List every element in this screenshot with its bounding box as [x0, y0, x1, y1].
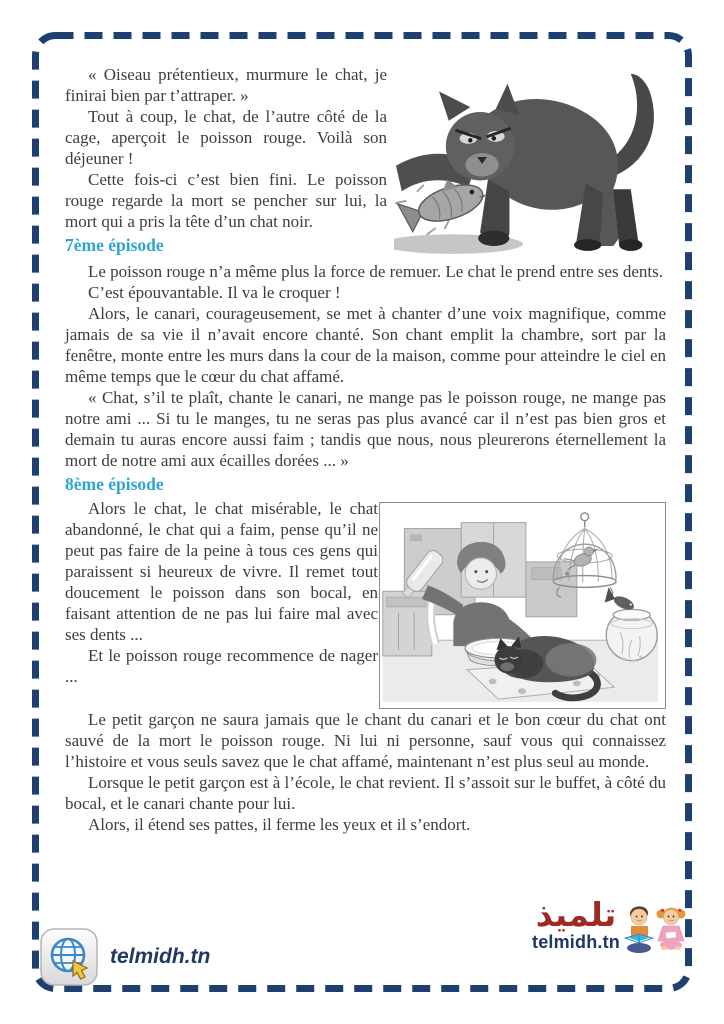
globe-cursor-icon — [40, 928, 98, 986]
paragraph-ep8-4: Lorsque le petit garçon est à l’école, le chat revient. Il s’assoit sur le buffet, à côté du bocal, et le canari chante pour lui. — [65, 773, 666, 813]
paragraph-intro-2: Tout à coup, le chat, de l’autre côté de la cage, aperçoit le poisson rouge. Voilà son déjeuner ! — [65, 107, 387, 168]
top-row — [65, 64, 666, 261]
paragraph-ep8-2: Et le poisson rouge recommence de nager ... — [65, 646, 378, 686]
episode-8-heading: 8ème épisode — [65, 474, 164, 494]
children-reading-icon — [624, 900, 690, 960]
brand-arabic-name: تلميذ — [535, 895, 617, 934]
ending-text — [65, 709, 666, 835]
episode-8-text-column — [65, 498, 378, 709]
paragraph-ep8-3: Le petit garçon ne saura jamais que le chant du canari et le bon cœur du chat ont sauvé de la mort le poisson rouge. Ni lui ni personne, sauf vous qui connaissez l’histoire et vous seuls savez que le chat affamé, maintenant n’est plus seul au monde. — [65, 710, 666, 771]
cat-fish-drawing — [394, 56, 666, 256]
site-url-right: telmidh.tn — [532, 932, 620, 952]
paragraph-intro-1: « Oiseau prétentieux, murmure le chat, je finirai bien par t’attraper. » — [65, 65, 387, 105]
paragraph-ep8-5: Alors, il étend ses pattes, il ferme les yeux et il s’endort. — [88, 815, 471, 834]
episode-7-text — [65, 261, 666, 471]
paragraph-ep7-4: « Chat, s’il te plaît, chante le canari, ne mange pas le poisson rouge, ne mange pas notre ami ... Si tu le manges, tu ne seras pas plus avancé car il n’est pas bien gros et demain tu auras encore aussi faim ; tandis que nous, nous pleurerons éternellement la mort de notre ami aux écailles dorées ... » — [65, 388, 666, 470]
cat-holding-fish-illustration — [394, 56, 666, 261]
brand-text-block — [532, 895, 620, 952]
intro-text-column — [65, 64, 387, 261]
paragraph-ep7-1: Le poisson rouge n’a même plus la force de remuer. Le chat le prend entre ses dents. — [88, 262, 663, 281]
episode-7-heading: 7ème épisode — [65, 235, 164, 255]
paragraph-intro-3: Cette fois-ci c’est bien fini. Le poisson rouge regarde la mort se pencher sur lui, la mort qui a pris la tête d’un chat noir. — [65, 170, 387, 231]
paragraph-ep7-2: C’est épouvantable. Il va le croquer ! — [88, 283, 341, 302]
paragraph-ep8-1: Alors le chat, le chat misérable, le chat abandonné, le chat qui a faim, pense qu’il ne peut pas faire de la peine à tous ces gens qui paraissent si heureux de vivre. Il remet tout doucement le poisson dans son bocal, en faisant attention de ne pas lui faire mal avec ses dents ... — [65, 499, 378, 644]
paragraph-ep7-3: Alors, le canari, courageusement, se met à chanter d’une voix magnifique, comme jamais de sa vie il n’avait encore chanté. Son chant emplit la chambre, sort par la fenêtre, monte entre les murs dans la cour de la maison, comme pour atteindre le ciel en même temps que le cœur du chat affamé. — [65, 304, 666, 386]
site-url-left: telmidh.tn — [110, 945, 211, 968]
page-content — [65, 64, 666, 835]
mid-row — [65, 498, 666, 709]
boy-scene-drawing — [382, 505, 659, 702]
boy-feeding-cat-illustration — [379, 502, 666, 709]
telmidh-footer-left — [40, 928, 210, 986]
telmidh-footer-right — [532, 895, 690, 960]
